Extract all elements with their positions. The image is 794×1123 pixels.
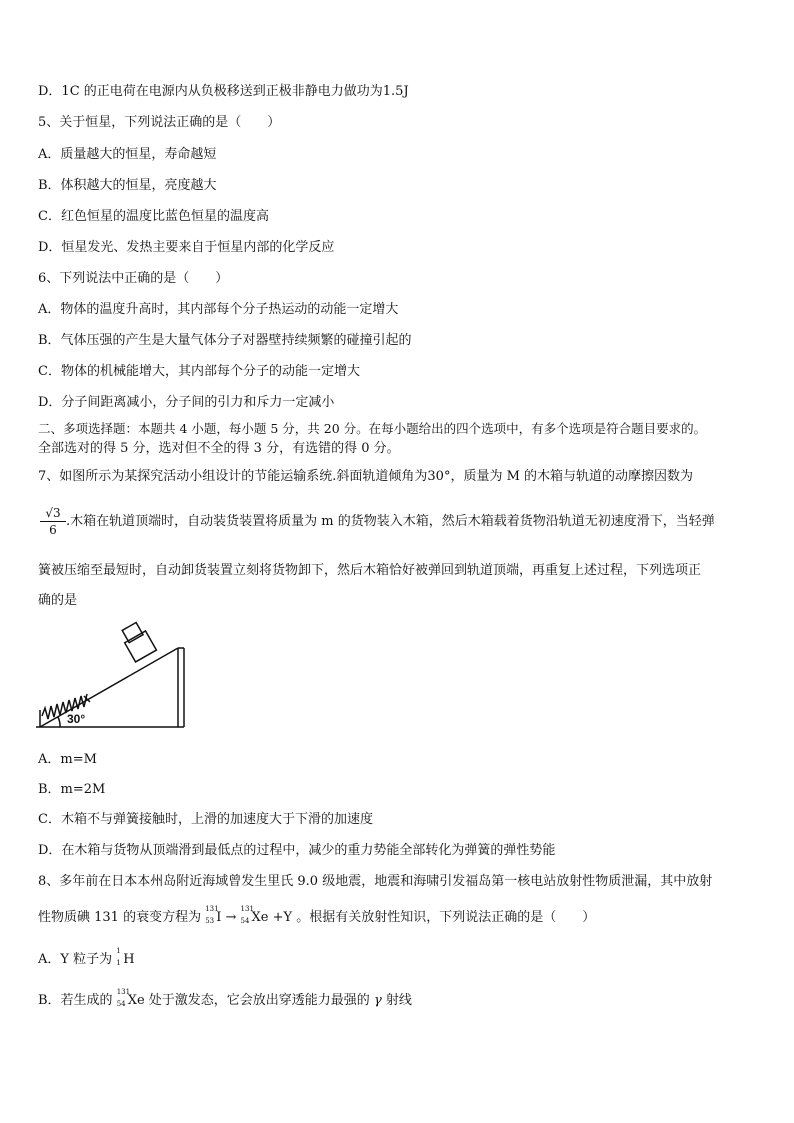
nuclide-atomic-number: 54 (116, 1000, 126, 1008)
nuclide-mass-number: 131 (240, 905, 254, 913)
plus-y: +Υ (272, 910, 293, 925)
section-2-heading: 二、多项选择题：本题共 4 小题，每小题 5 分，共 20 分。在每小题给出的四个选项中，有多个选项是符合题目要求的。 (38, 421, 707, 436)
nuclide-atomic-number: 1 (116, 959, 121, 967)
q8-stem: 8、多年前在日本本州岛附近海域曾发生里氏 9.0 级地震，地震和海啸引发福岛第一核电站放射性物质泄漏，其中放射 (38, 874, 713, 889)
xenon-nuclide (240, 905, 269, 926)
q7-stem-line-2: .木箱在轨道顶端时，自动装货装置将质量为 m 的货物装入木箱，然后木箱载着货物沿轨道无初速度滑下，当轻弹 (66, 514, 715, 529)
q6-stem: 6、下列说法中正确的是（ ） (38, 271, 229, 286)
nuclide-mass-number: 131 (116, 988, 131, 996)
nuclide-atomic-number: 53 (205, 917, 215, 925)
hydrogen-nuclide (116, 947, 135, 968)
q8-line2-prefix: 性物质碘 131 的衰变方程为 (38, 910, 202, 925)
arrow-icon: → (225, 910, 237, 925)
nuclide-symbol: Xe (251, 910, 269, 925)
friction-coefficient-fraction (40, 506, 66, 537)
q5-stem: 5、关于恒星，下列说法正确的是（ ） (38, 115, 281, 130)
fraction-denominator: 6 (49, 523, 57, 537)
nuclide-atomic-number: 54 (240, 917, 250, 925)
iodine-nuclide (205, 905, 222, 926)
q7-option-b: B．m=2M (38, 782, 106, 797)
q7-option-c: C．木箱不与弹簧接触时，上滑的加速度大于下滑的加速度 (38, 812, 373, 827)
fraction-numerator: √3 (40, 506, 66, 522)
incline-figure (36, 620, 196, 732)
q7-stem-line-3: 簧被压缩至最短时，自动卸货装置立刻将货物卸下，然后木箱恰好被弹回到轨道顶端，再重复上述过程，下列选项正 (38, 563, 702, 578)
q6-option-c: C．物体的机械能增大，其内部每个分子的动能一定增大 (38, 364, 360, 379)
angle-arc (58, 717, 60, 727)
q7-option-d: D．在木箱与货物从顶端滑到最低点的过程中，减少的重力势能全部转化为弹簧的弹性势能 (38, 843, 556, 858)
q6-option-d: D．分子间距离减小，分子间的引力和斥力一定减小 (38, 395, 335, 410)
q8-stem-line-2 (38, 905, 596, 926)
q8-option-a (38, 947, 135, 968)
q5-option-c: C．红色恒星的温度比蓝色恒星的温度高 (38, 209, 269, 224)
q8-option-b-prefix: B．若生成的 (38, 993, 113, 1008)
q4-option-d: D．1C 的正电荷在电源内从负极移送到正极非静电力做功为1.5J (38, 84, 409, 99)
nuclide-symbol: H (123, 952, 135, 967)
q8-option-a-prefix: A．Υ 粒子为 (38, 952, 113, 967)
q7-option-a: A．m=M (38, 752, 97, 767)
q7-stem-line-4: 确的是 (38, 593, 78, 608)
q8-option-b-end: 射线 (385, 993, 412, 1008)
q5-option-b: B．体积越大的恒星，亮度越大 (38, 178, 217, 193)
q8-line2-suffix: 。根据有关放射性知识，下列说法正确的是（ ） (296, 910, 596, 925)
q6-option-a: A．物体的温度升高时，其内部每个分子热运动的动能一定增大 (38, 302, 399, 317)
nuclide-mass-number: 1 (116, 947, 121, 955)
q6-option-b: B．气体压强的产生是大量气体分子对器壁持续频繁的碰撞引起的 (38, 333, 412, 348)
box-with-cargo (119, 621, 157, 662)
q8-option-b (38, 988, 412, 1009)
angle-label: 30° (67, 712, 86, 726)
xenon-nuclide-2 (116, 988, 145, 1009)
q8-option-b-middle: 处于激发态，它会放出穿透能力最强的 (148, 993, 370, 1008)
gamma-symbol: γ (373, 993, 382, 1008)
q5-option-a: A．质量越大的恒星，寿命越短 (38, 147, 217, 162)
nuclide-symbol: I (216, 910, 222, 925)
nuclide-mass-number: 131 (205, 905, 219, 913)
section-2-scoring: 全部选对的得 5 分，选对但不全的得 3 分，有选错的得 0 分。 (38, 441, 400, 456)
q7-stem: 7、如图所示为某探究活动小组设计的节能运输系统.斜面轨道倾角为30°，质量为 M 的木箱与轨道的动摩擦因数为 (38, 469, 694, 484)
nuclide-symbol: Xe (127, 993, 145, 1008)
q5-option-d: D．恒星发光、发热主要来自于恒星内部的化学反应 (38, 240, 335, 255)
